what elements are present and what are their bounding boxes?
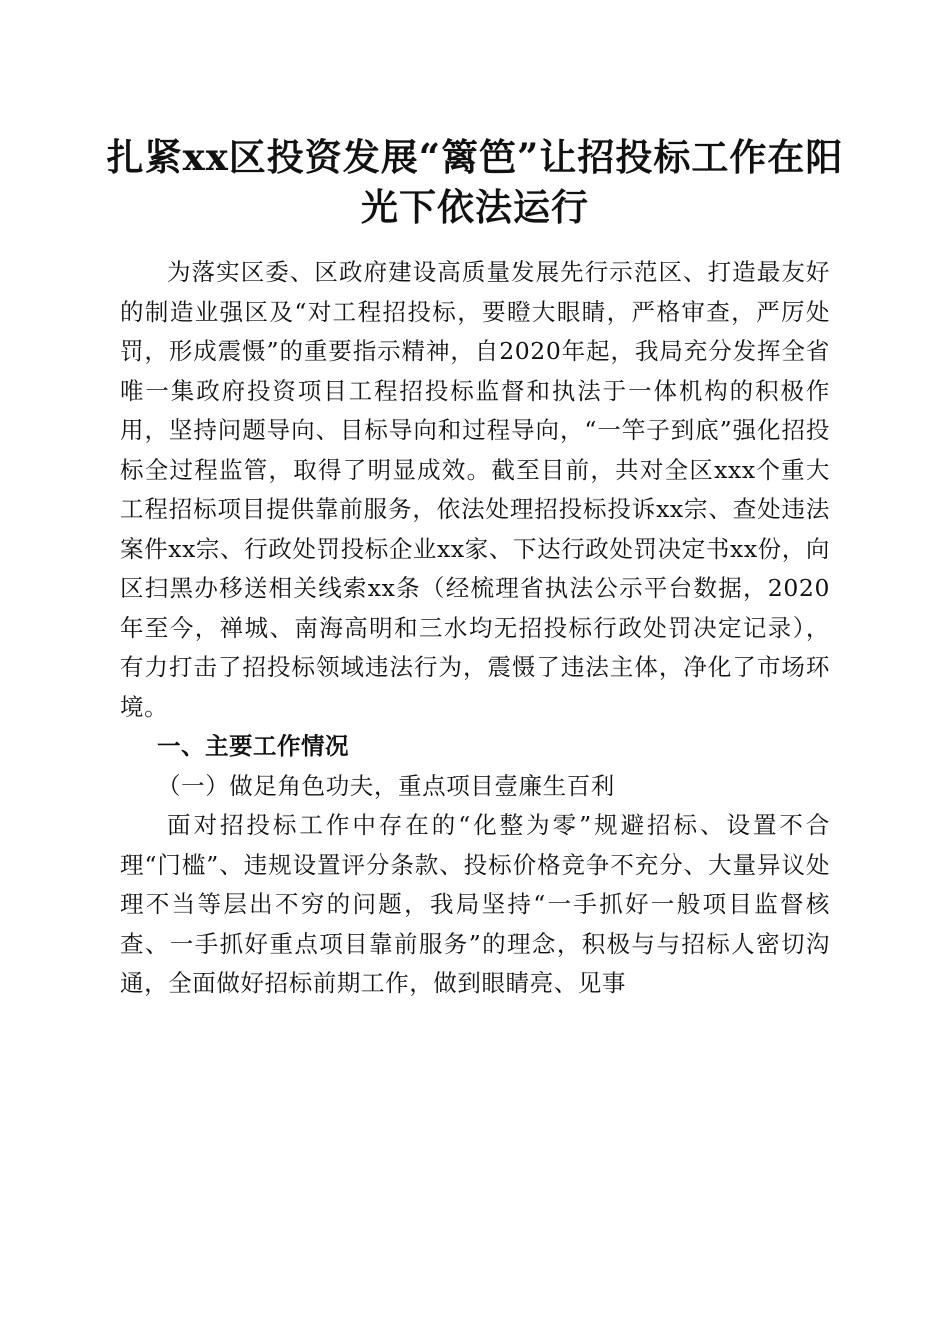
section-heading: 一、主要工作情况 xyxy=(157,732,349,760)
intro-paragraph: 为落实区委、区政府建设高质量发展先行示范区、打造最友好的制造业强区及“对工程招投标，要瞪大眼睛，严格审查，严厉处罚，形成震慑”的重要指示精神，自2020年起，我局充分发挥全省唯一集政府投资项目工程招投标监督和执法于一体机构的积极作用，坚持问题导向、目标导向和过程导向，“一竿子到底”强化招投标全过程监管，取得了明显成效。截至目前，共对全区xxx个重大工程招标项目提供靠前服务，依法处理招投标投诉xx宗、查处违法案件xx宗、行政处罚投标企业xx家、下达行政处罚决定书xx份，向区扫黑办移送相关线索xx条（经梳理省执法公示平台数据，2020年至今，禅城、南海高明和三水均无招投标行政处罚决定记录），有力打击了招投标领域违法行为，震慑了违法主体，净化了市场环境。 xyxy=(120,258,830,721)
document-title: 扎紧xx区投资发展“篱笆”让招投标工作在阳光下依法运行 xyxy=(106,135,844,229)
document-body xyxy=(120,253,830,1004)
subsection-heading: （一）做足角色功夫，重点项目壹廉生百利 xyxy=(157,771,615,800)
subsection-paragraph: 面对招投标工作中存在的“化整为零”规避招标、设置不合理“门槛”、违规设置评分条款、投标价格竞争不充分、大量异议处理不当等层出不穷的问题，我局坚持“一手抓好一般项目监督核查、一手抓好重点项目靠前服务”的理念，积极与与招标人密切沟通，全面做好招标前期工作，做到眼睛亮、见事 xyxy=(120,811,830,997)
